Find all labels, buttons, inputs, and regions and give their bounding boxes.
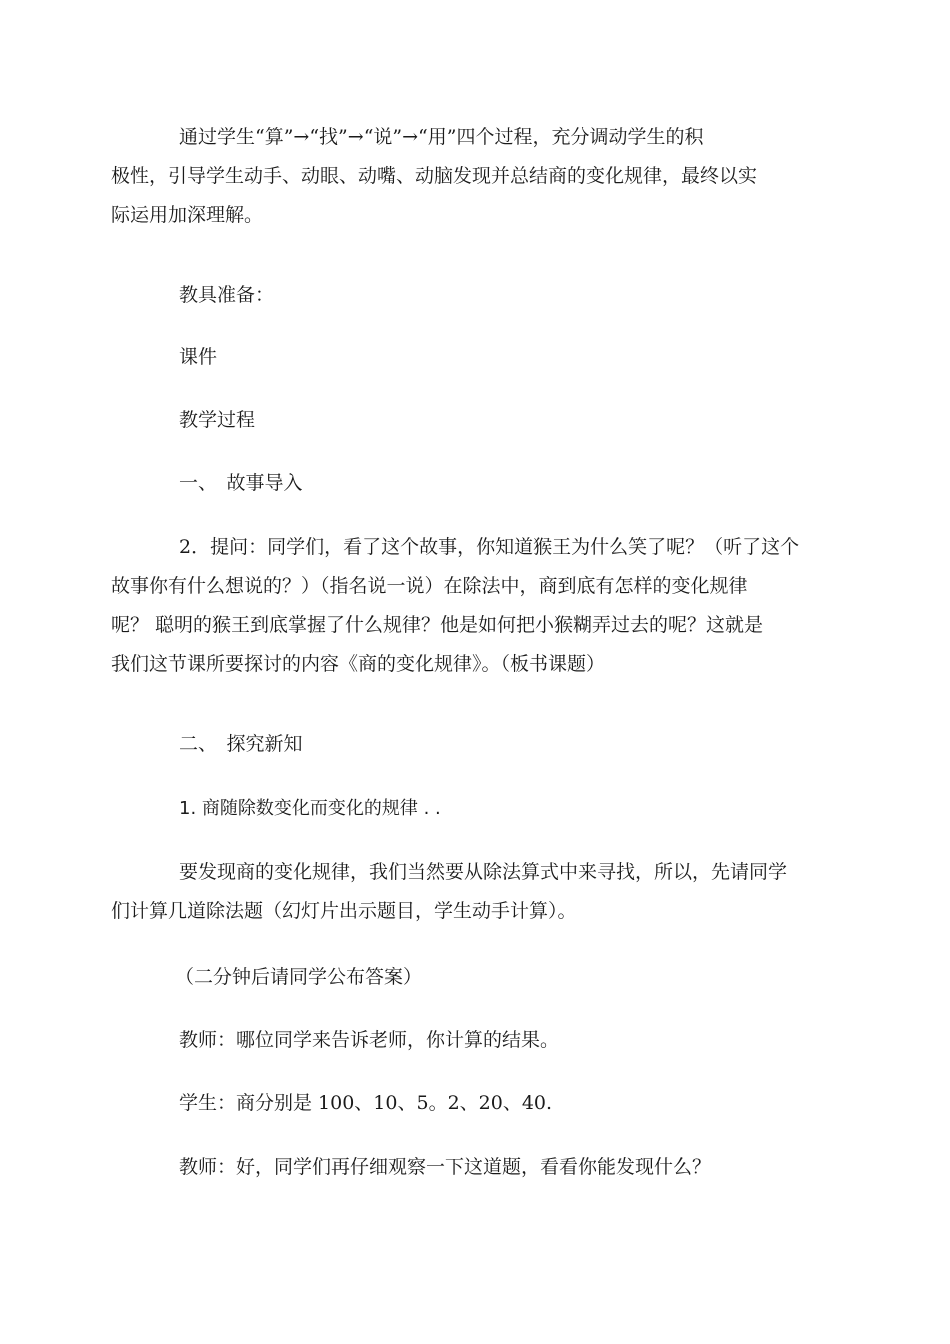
text-line: 教学过程	[179, 409, 256, 431]
text-line: 1. 商随除数变化而变化的规律 . .	[179, 798, 441, 819]
paragraph-teaching-aids-heading	[145, 276, 810, 315]
paragraph-find-rule	[111, 853, 810, 931]
subsection-heading-quotient-rule	[145, 789, 810, 828]
text-line: 2．提问：同学们，看了这个故事，你知道猴王为什么笑了呢？（听了这个	[179, 536, 800, 558]
text-line: 教师：好，同学们再仔细观察一下这道题，看看你能发现什么？	[179, 1156, 712, 1178]
paragraph-question	[111, 528, 810, 684]
section-heading-explore	[145, 725, 810, 764]
section-heading-story-intro	[145, 464, 810, 503]
text-line: 要发现商的变化规律，我们当然要从除法算式中来寻找，所以，先请同学	[179, 861, 788, 883]
paragraph-method-intro	[111, 118, 810, 235]
text-line: 故事你有什么想说的？）（指名说一说）在除法中，商到底有怎样的变化规律	[111, 575, 748, 597]
paragraph-teaching-process-heading	[145, 401, 810, 440]
text-line: 课件	[179, 346, 218, 368]
text-line: 学生：商分别是 100、10、5。2、20、40.	[179, 1092, 553, 1114]
paragraph-teacher-observe	[145, 1148, 810, 1187]
text-line: 二、 探究新知	[179, 733, 303, 755]
text-line: 呢？ 聪明的猴王到底掌握了什么规律？他是如何把小猴糊弄过去的呢？这就是	[111, 614, 764, 636]
text-line: 极性，引导学生动手、动眼、动嘴、动脑发现并总结商的变化规律，最终以实	[111, 165, 758, 187]
paragraph-answer-note	[145, 958, 810, 997]
paragraph-teacher-ask	[145, 1021, 810, 1060]
text-line: 我们这节课所要探讨的内容《商的变化规律》。（板书课题）	[111, 653, 606, 675]
text-line: （二分钟后请同学公布答案）	[175, 966, 423, 988]
paragraph-student-answer	[145, 1084, 810, 1123]
text-line: 教具准备：	[179, 284, 275, 306]
text-line: 教师：哪位同学来告诉老师，你计算的结果。	[179, 1029, 560, 1051]
text-line: 一、 故事导入	[179, 472, 303, 494]
paragraph-courseware	[145, 338, 810, 377]
text-line: 们计算几道除法题（幻灯片出示题目，学生动手计算）。	[111, 900, 577, 922]
text-line: 际运用加深理解。	[111, 204, 264, 226]
text-line: 通过学生“算”→“找”→“说”→“用”四个过程，充分调动学生的积	[179, 126, 704, 148]
